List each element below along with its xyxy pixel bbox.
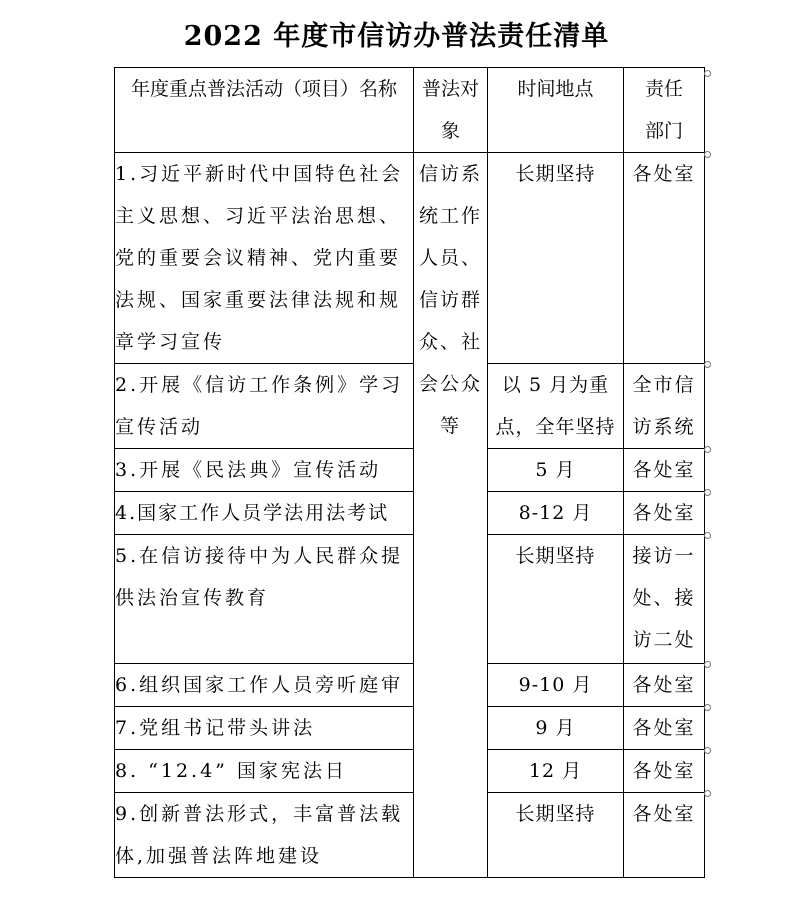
time-cell: 9-10 月 bbox=[488, 664, 624, 707]
activity-cell: 1.习近平新时代中国特色社会主义思想、习近平法治思想、党的重要会议精神、党内重要法规、国家重要法律法规和规章学习宣传 bbox=[115, 153, 414, 364]
department-cell: 全市信访系统 bbox=[624, 364, 705, 449]
responsibility-table bbox=[114, 67, 705, 878]
activity-cell: 2.开展《信访工作条例》学习宣传活动 bbox=[115, 364, 414, 449]
department-cell: 各处室 bbox=[624, 707, 705, 750]
department-cell: 接访一处、接访二处 bbox=[624, 535, 705, 664]
row-end-mark bbox=[704, 151, 711, 158]
department-cell: 各处室 bbox=[624, 153, 705, 364]
header-activity: 年度重点普法活动（项目）名称 bbox=[115, 68, 414, 153]
activity-cell: 6.组织国家工作人员旁听庭审 bbox=[115, 664, 414, 707]
table-row bbox=[115, 492, 705, 535]
row-end-mark bbox=[704, 361, 711, 368]
row-end-mark bbox=[704, 70, 711, 77]
time-cell: 长期坚持 bbox=[488, 535, 624, 664]
activity-cell: 8. “12.4” 国家宪法日 bbox=[115, 750, 414, 793]
department-cell: 各处室 bbox=[624, 750, 705, 793]
time-cell: 长期坚持 bbox=[488, 793, 624, 878]
activity-cell: 5.在信访接待中为人民群众提供法治宣传教育 bbox=[115, 535, 414, 664]
table-row bbox=[115, 664, 705, 707]
table-row bbox=[115, 535, 705, 664]
department-cell: 各处室 bbox=[624, 793, 705, 878]
department-cell: 各处室 bbox=[624, 664, 705, 707]
row-end-mark bbox=[704, 661, 711, 668]
row-end-mark bbox=[704, 790, 711, 797]
time-cell: 长期坚持 bbox=[488, 153, 624, 364]
table-row bbox=[115, 153, 705, 364]
activity-cell: 7.党组书记带头讲法 bbox=[115, 707, 414, 750]
time-cell: 5 月 bbox=[488, 449, 624, 492]
table-row bbox=[115, 750, 705, 793]
time-cell: 8-12 月 bbox=[488, 492, 624, 535]
table-row bbox=[115, 449, 705, 492]
time-cell: 12 月 bbox=[488, 750, 624, 793]
row-end-mark bbox=[704, 489, 711, 496]
department-cell: 各处室 bbox=[624, 492, 705, 535]
table-header-row bbox=[115, 68, 705, 153]
row-end-mark bbox=[704, 446, 711, 453]
activity-cell: 4.国家工作人员学法用法考试 bbox=[115, 492, 414, 535]
activity-cell: 3.开展《民法典》宣传活动 bbox=[115, 449, 414, 492]
table-row bbox=[115, 364, 705, 449]
page-title: 2022 年度市信访办普法责任清单 bbox=[183, 21, 610, 52]
target-cell: 信访系统工作人员、信访群众、社会公众等 bbox=[414, 153, 488, 878]
department-cell: 各处室 bbox=[624, 449, 705, 492]
table-row bbox=[115, 793, 705, 878]
row-end-mark bbox=[704, 532, 711, 539]
header-target: 普法对象 bbox=[414, 68, 488, 153]
time-cell: 以 5 月为重点，全年坚持 bbox=[488, 364, 624, 449]
table-row bbox=[115, 707, 705, 750]
row-end-mark bbox=[704, 704, 711, 711]
activity-cell: 9.创新普法形式，丰富普法载体,加强普法阵地建设 bbox=[115, 793, 414, 878]
row-end-mark bbox=[704, 747, 711, 754]
time-cell: 9 月 bbox=[488, 707, 624, 750]
header-time-place: 时间地点 bbox=[488, 68, 624, 153]
header-department: 责任部门 bbox=[624, 68, 705, 153]
